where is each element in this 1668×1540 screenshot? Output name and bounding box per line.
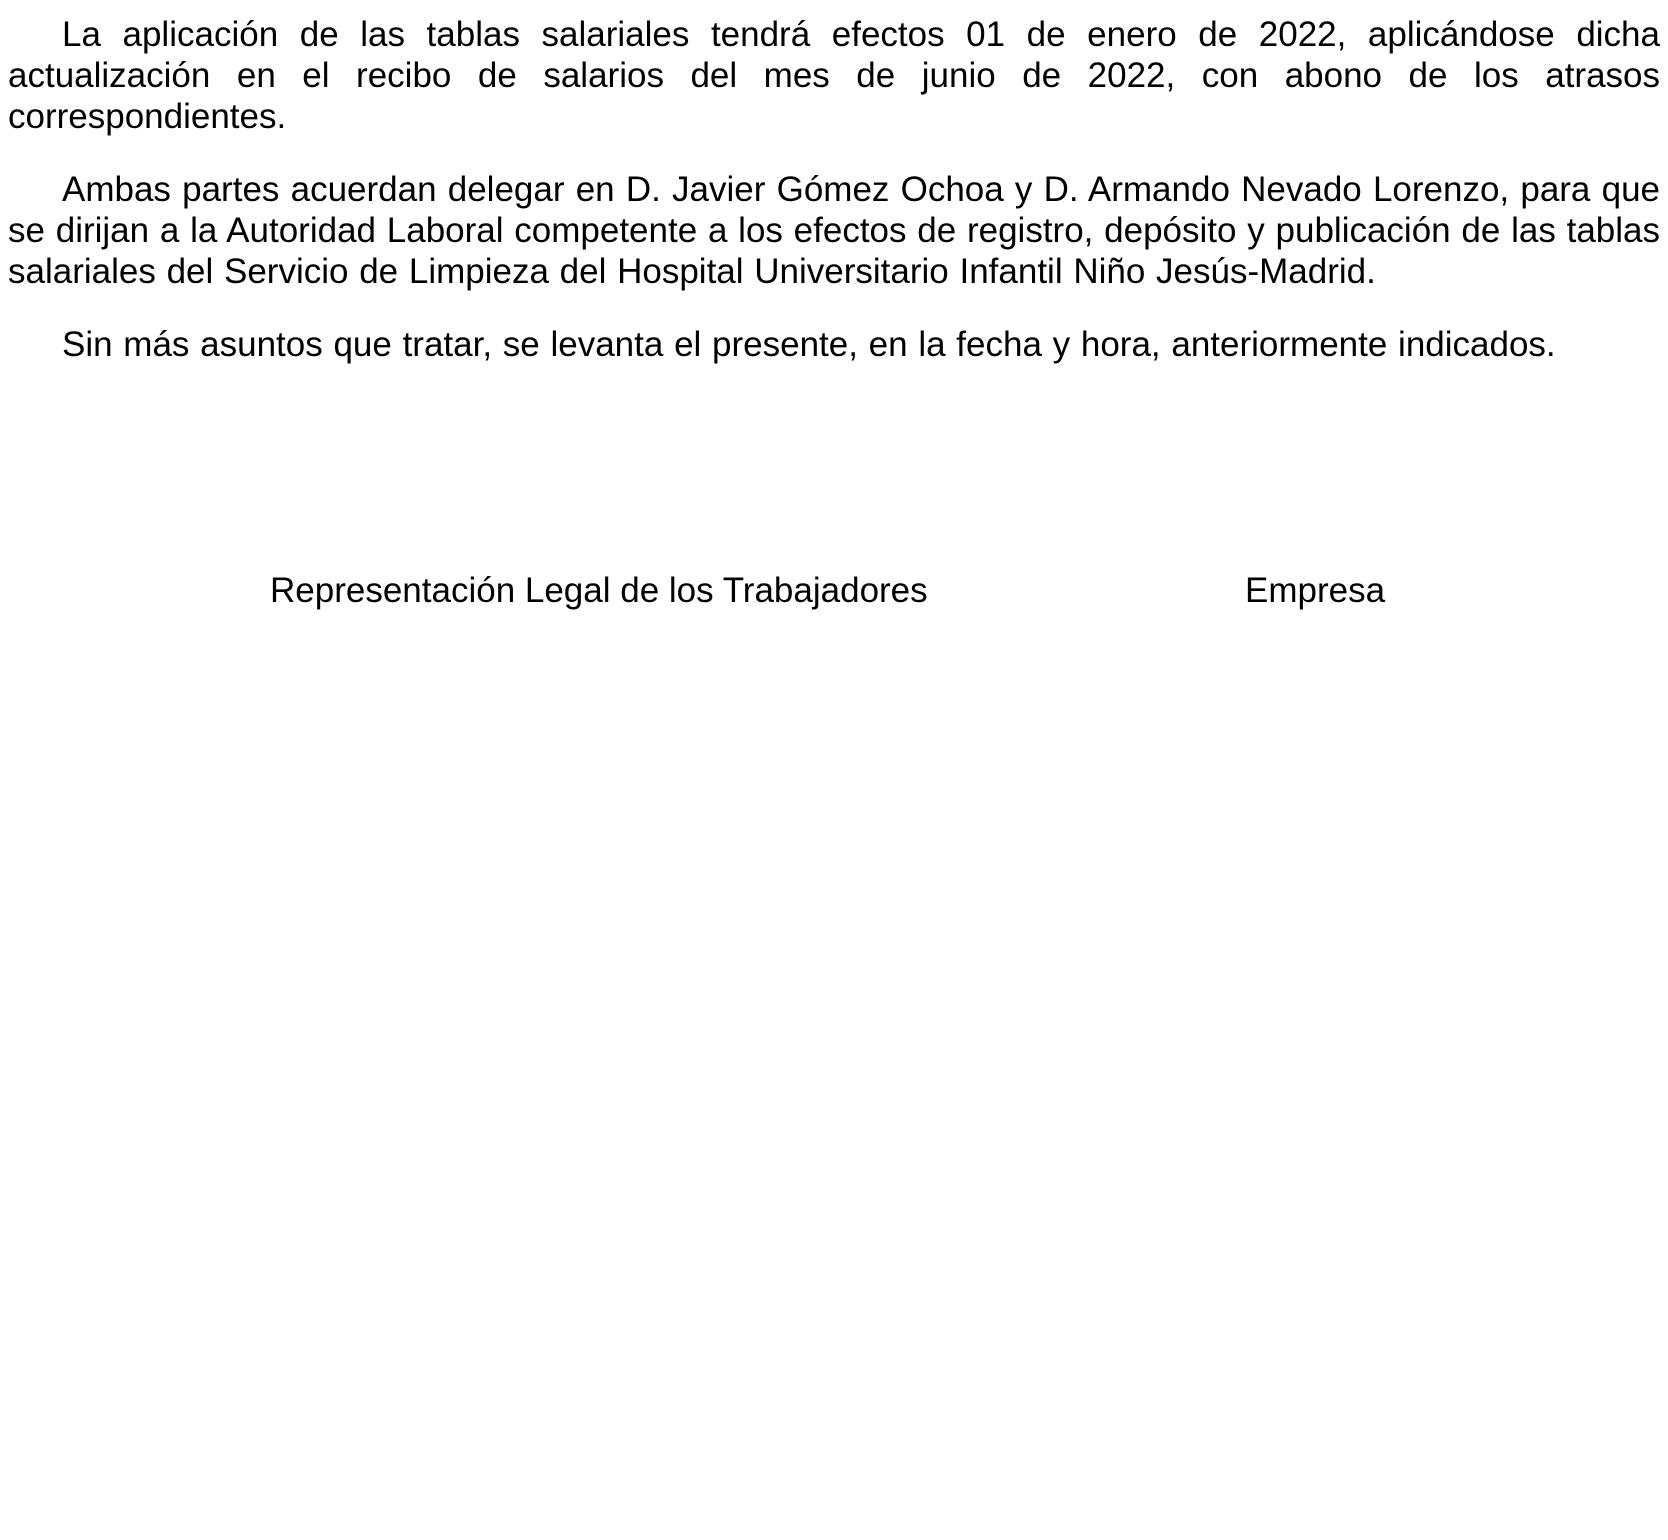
signature-label-company: Empresa (1245, 571, 1386, 610)
paragraph-closing-statement: Sin más asuntos que tratar, se levanta el presente, en la fecha y hora, anteriormente indicados. (62, 325, 1556, 364)
signature-row (8, 570, 1660, 611)
paragraph-delegation-agreement: Ambas partes acuerdan delegar en D. Javier Gómez Ochoa y D. Armando Nevado Lorenzo, para que se dirijan a la Autoridad Laboral competente a los efectos de registro, depósito y publicación de las tablas salariales del Servicio de Limpieza del Hospital Universitario Infantil Niño Jesús-Madrid. (8, 170, 1660, 291)
paragraph-salary-tables-effect: La aplicación de las tablas salariales tendrá efectos 01 de enero de 2022, aplicándose dicha actualización en el recibo de salarios del mes de junio de 2022, con abono de los atrasos correspondientes. (8, 15, 1660, 136)
signature-label-workers-representation: Representación Legal de los Trabajadores (270, 571, 928, 610)
